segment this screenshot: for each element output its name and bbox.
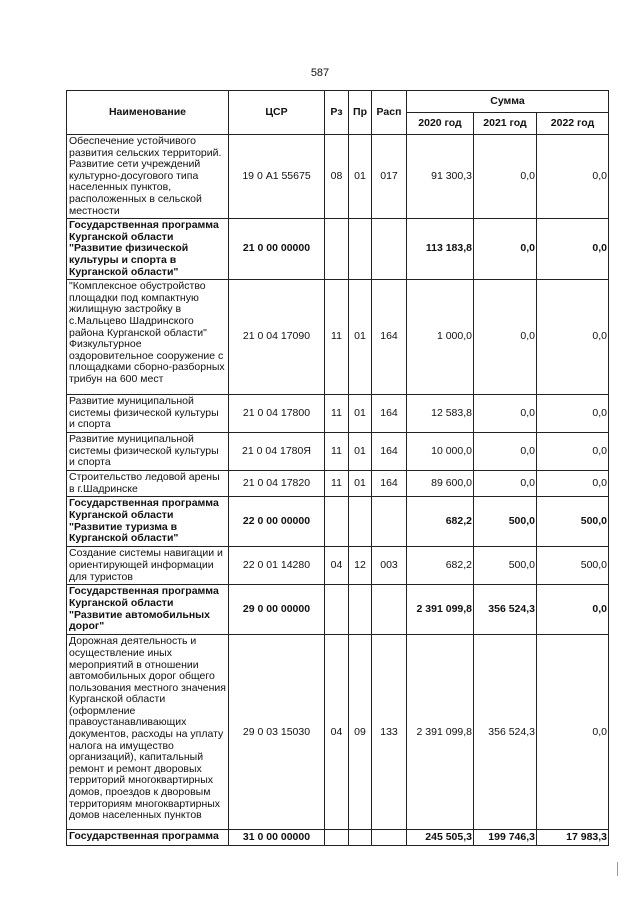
row-rasp (372, 497, 407, 547)
table-row (67, 635, 609, 830)
table-row (67, 433, 609, 471)
row-pr: 01 (349, 280, 372, 395)
row-csr: 19 0 А1 55675 (229, 135, 325, 219)
row-csr: 29 0 03 15030 (229, 635, 325, 830)
row-value-2020: 682,2 (407, 547, 474, 585)
table-row (67, 497, 609, 547)
row-name: Государственная программа Курганской области "Развитие физической культуры и спорта в Курганской области" (67, 219, 229, 280)
row-rz: 11 (325, 471, 349, 497)
row-csr: 31 0 00 00000 (229, 830, 325, 846)
table-row (67, 830, 609, 846)
row-name: Строительство ледовой арены в г.Шадринске (67, 471, 229, 497)
row-rasp (372, 219, 407, 280)
header-2021: 2021 год (474, 113, 537, 135)
row-rz: 11 (325, 433, 349, 471)
row-rasp: 164 (372, 395, 407, 433)
row-value-2021: 199 746,3 (474, 830, 537, 846)
row-csr: 22 0 01 14280 (229, 547, 325, 585)
table-row (67, 219, 609, 280)
row-rasp: 017 (372, 135, 407, 219)
row-rasp: 164 (372, 471, 407, 497)
row-value-2021: 0,0 (474, 135, 537, 219)
row-pr (349, 830, 372, 846)
row-pr: 01 (349, 433, 372, 471)
row-value-2022: 0,0 (537, 635, 609, 830)
row-value-2020: 91 300,3 (407, 135, 474, 219)
header-2020: 2020 год (407, 113, 474, 135)
header-csr: ЦСР (229, 91, 325, 135)
scan-edge-mark (617, 862, 618, 876)
header-sum: Сумма (407, 91, 609, 113)
row-value-2021: 0,0 (474, 433, 537, 471)
row-value-2021: 356 524,3 (474, 585, 537, 635)
row-value-2022: 0,0 (537, 585, 609, 635)
row-value-2022: 0,0 (537, 433, 609, 471)
row-csr: 21 0 04 17800 (229, 395, 325, 433)
row-value-2022: 0,0 (537, 395, 609, 433)
row-value-2021: 0,0 (474, 219, 537, 280)
header-rasp: Расп (372, 91, 407, 135)
row-csr: 22 0 00 00000 (229, 497, 325, 547)
row-value-2020: 2 391 099,8 (407, 635, 474, 830)
row-value-2022: 500,0 (537, 547, 609, 585)
row-rasp: 164 (372, 433, 407, 471)
row-value-2021: 500,0 (474, 547, 537, 585)
row-name: "Комплексное обустройство площадки под компактную жилищную застройку в с.Мальцево Шадринского района Курганской области" Физкультурное оздоровительное сооружение с площадками сборно-разборных трибун на 600 мест (67, 280, 229, 395)
row-value-2022: 17 983,3 (537, 830, 609, 846)
row-csr: 29 0 00 00000 (229, 585, 325, 635)
row-value-2022: 0,0 (537, 135, 609, 219)
row-pr (349, 497, 372, 547)
row-name: Обеспечение устойчивого развития сельских территорий. Развитие сети учреждений культурно-досугового типа населенных пунктов, расположенных в сельской местности (67, 135, 229, 219)
row-pr: 01 (349, 471, 372, 497)
row-value-2021: 0,0 (474, 395, 537, 433)
row-name: Развитие муниципальной системы физической культуры и спорта (67, 433, 229, 471)
row-value-2021: 0,0 (474, 280, 537, 395)
header-2022: 2022 год (537, 113, 609, 135)
row-value-2021: 500,0 (474, 497, 537, 547)
row-rz: 11 (325, 280, 349, 395)
row-pr (349, 219, 372, 280)
table-row (67, 395, 609, 433)
row-value-2022: 0,0 (537, 471, 609, 497)
row-rasp (372, 830, 407, 846)
header-name: Наименование (67, 91, 229, 135)
row-value-2021: 356 524,3 (474, 635, 537, 830)
row-name: Государственная программа Курганской области "Развитие автомобильных дорог" (67, 585, 229, 635)
row-rz: 08 (325, 135, 349, 219)
row-rz (325, 497, 349, 547)
row-value-2022: 500,0 (537, 497, 609, 547)
row-name: Дорожная деятельность и осуществление иных мероприятий в отношении автомобильных дорог общего пользования местного значения Курганской области (оформление правоустанавливающих документов, расходы на уплату налога на имущество организаций), капитальный ремонт и ремонт дворовых территорий многоквартирных домов, проездов к дворовым территориям многоквартирных домов населенных пунктов (67, 635, 229, 830)
row-value-2020: 12 583,8 (407, 395, 474, 433)
row-rz: 04 (325, 547, 349, 585)
row-value-2020: 89 600,0 (407, 471, 474, 497)
row-rasp (372, 585, 407, 635)
table-body (67, 135, 609, 846)
row-pr: 01 (349, 395, 372, 433)
row-name: Развитие муниципальной системы физической культуры и спорта (67, 395, 229, 433)
row-csr: 21 0 04 1780Я (229, 433, 325, 471)
row-value-2020: 113 183,8 (407, 219, 474, 280)
table-row (67, 135, 609, 219)
row-value-2022: 0,0 (537, 280, 609, 395)
row-value-2020: 10 000,0 (407, 433, 474, 471)
row-pr: 12 (349, 547, 372, 585)
row-rasp: 003 (372, 547, 407, 585)
row-pr (349, 585, 372, 635)
header-rz: Рз (325, 91, 349, 135)
row-value-2020: 682,2 (407, 497, 474, 547)
row-pr: 01 (349, 135, 372, 219)
table-row (67, 280, 609, 395)
table-row (67, 471, 609, 497)
row-pr: 09 (349, 635, 372, 830)
row-name: Государственная программа (67, 830, 229, 846)
table-row (67, 585, 609, 635)
header-pr: Пр (349, 91, 372, 135)
row-rasp: 133 (372, 635, 407, 830)
row-csr: 21 0 04 17820 (229, 471, 325, 497)
row-value-2020: 2 391 099,8 (407, 585, 474, 635)
page-number: 587 (310, 67, 330, 79)
row-csr: 21 0 04 17090 (229, 280, 325, 395)
table-row (67, 547, 609, 585)
row-value-2020: 1 000,0 (407, 280, 474, 395)
row-rz (325, 830, 349, 846)
row-name: Создание системы навигации и ориентирующей информации для туристов (67, 547, 229, 585)
row-value-2020: 245 505,3 (407, 830, 474, 846)
row-rz (325, 219, 349, 280)
row-rz: 11 (325, 395, 349, 433)
row-csr: 21 0 00 00000 (229, 219, 325, 280)
row-rasp: 164 (372, 280, 407, 395)
row-rz: 04 (325, 635, 349, 830)
row-rz (325, 585, 349, 635)
row-value-2021: 0,0 (474, 471, 537, 497)
row-name: Государственная программа Курганской области "Развитие туризма в Курганской области" (67, 497, 229, 547)
row-value-2022: 0,0 (537, 219, 609, 280)
budget-table (66, 90, 609, 846)
